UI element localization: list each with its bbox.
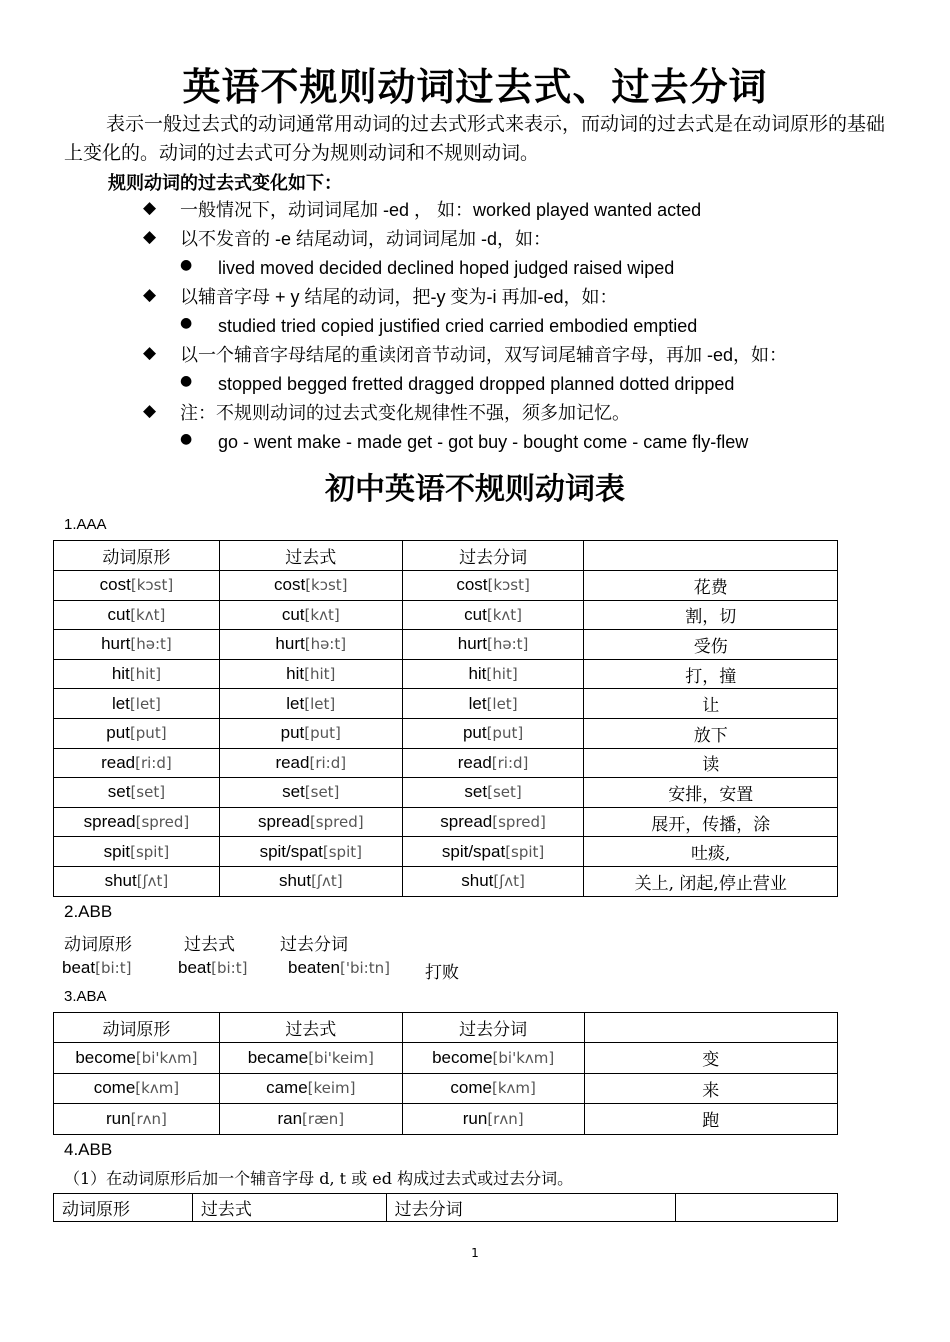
cell-pp bbox=[402, 630, 584, 660]
rule-item: 以不发音的 -e 结尾动词，动词词尾加 -d，如： bbox=[180, 229, 552, 249]
cell-pp bbox=[402, 689, 584, 719]
phonetic: [bi:t] bbox=[211, 959, 248, 977]
phonetic: [let] bbox=[486, 694, 518, 713]
table-row bbox=[54, 1043, 838, 1074]
diamond-bullet-icon: ◆ bbox=[143, 227, 157, 247]
header-past: 过去式 bbox=[219, 1013, 402, 1043]
table-title: 初中英语不规则动词表 bbox=[325, 472, 625, 507]
phonetic: [ræn] bbox=[302, 1109, 345, 1128]
phonetic: [spit] bbox=[130, 842, 170, 861]
cell-pp bbox=[402, 778, 584, 808]
phonetic: [spred] bbox=[135, 813, 190, 832]
table-header-row bbox=[54, 541, 838, 571]
rule-example: studied tried copied justified cried carried embodied emptied bbox=[218, 316, 698, 336]
verb-word: beat bbox=[62, 958, 96, 977]
phonetic: [rʌn] bbox=[130, 1109, 167, 1128]
phonetic: [spred] bbox=[309, 813, 364, 832]
verb-word: spit bbox=[103, 841, 131, 861]
cell-base bbox=[54, 837, 220, 867]
verb-word: shut bbox=[278, 871, 312, 891]
cell-meaning: 关上, 闭起,停止营业 bbox=[584, 866, 838, 896]
verb-word: put bbox=[280, 723, 305, 743]
verb-word: became bbox=[247, 1047, 309, 1067]
cell-pp bbox=[402, 600, 584, 630]
verb-word: cut bbox=[107, 604, 131, 624]
cell-past bbox=[219, 571, 402, 601]
table-row bbox=[54, 807, 838, 837]
phonetic: [kʌm] bbox=[492, 1079, 536, 1098]
diamond-bullet-icon: ◆ bbox=[143, 198, 157, 218]
verb-word: set bbox=[464, 782, 488, 802]
phonetic: [spit] bbox=[505, 842, 545, 861]
verb-word: run bbox=[462, 1108, 488, 1128]
cell-pp bbox=[402, 748, 584, 778]
phonetic: [bi:t] bbox=[95, 959, 132, 977]
verb-word: cut bbox=[464, 604, 487, 624]
verb-word: put bbox=[106, 723, 130, 743]
phonetic: [put] bbox=[486, 724, 524, 743]
header-base: 动词原形 bbox=[54, 1194, 193, 1222]
verb-word: came bbox=[266, 1078, 308, 1098]
verb-word: let bbox=[111, 693, 130, 713]
phonetic: [bi'keim] bbox=[308, 1048, 374, 1067]
cell-past bbox=[219, 1043, 402, 1074]
table-row bbox=[54, 837, 838, 867]
verb-word: spit/spat bbox=[441, 841, 506, 861]
cell-base bbox=[54, 689, 220, 719]
phonetic: [ri:d] bbox=[309, 753, 347, 772]
cell-meaning: 打，撞 bbox=[584, 659, 838, 689]
phonetic: [hit] bbox=[129, 665, 162, 684]
table-row bbox=[54, 630, 838, 660]
rule-example: lived moved decided declined hoped judged raised wiped bbox=[218, 258, 675, 278]
cell-past bbox=[219, 689, 402, 719]
cell-meaning: 变 bbox=[584, 1043, 837, 1074]
verb-word: run bbox=[106, 1108, 131, 1128]
table-row bbox=[54, 659, 838, 689]
cell-meaning: 放下 bbox=[584, 718, 838, 748]
cell-meaning: 读 bbox=[584, 748, 838, 778]
table-row bbox=[54, 778, 838, 808]
verb-word: shut bbox=[461, 871, 494, 891]
header-meaning bbox=[676, 1194, 838, 1222]
cell-base bbox=[54, 866, 220, 896]
phonetic: [ri:d] bbox=[491, 753, 529, 772]
header-past: 过去式 bbox=[219, 541, 402, 571]
rule-example: go - went make - made get - got buy - bought come - came fly-flew bbox=[218, 432, 749, 452]
verb-word: spit/spat bbox=[259, 841, 323, 861]
phonetic: [let] bbox=[304, 694, 336, 713]
phonetic: [kʌt] bbox=[304, 605, 340, 624]
verb-word: let bbox=[286, 693, 305, 713]
header-base: 动词原形 bbox=[54, 1013, 220, 1043]
verb-word: come bbox=[93, 1078, 136, 1098]
verb-word: become bbox=[75, 1047, 136, 1067]
verb-word: hurt bbox=[457, 634, 488, 654]
dot-bullet-icon: ● bbox=[180, 431, 193, 447]
cell-base bbox=[54, 807, 220, 837]
cell-meaning: 花费 bbox=[584, 571, 838, 601]
verb-word: beaten bbox=[288, 958, 340, 977]
abb-pp bbox=[288, 958, 390, 978]
cell-pp bbox=[402, 1073, 584, 1104]
page-number: 1 bbox=[471, 1246, 479, 1260]
phonetic: [put] bbox=[129, 724, 167, 743]
phonetic: [rʌn] bbox=[487, 1109, 524, 1128]
abb-meaning: 打败 bbox=[425, 963, 459, 983]
dot-bullet-icon: ● bbox=[180, 315, 193, 331]
cell-pp bbox=[402, 1104, 584, 1135]
table-row bbox=[54, 866, 838, 896]
phonetic: [ʃʌt] bbox=[493, 872, 525, 891]
phonetic: [set] bbox=[130, 783, 166, 802]
verb-word: hurt bbox=[101, 634, 131, 654]
cell-meaning: 受伤 bbox=[584, 630, 838, 660]
phonetic: [kɔst] bbox=[130, 576, 174, 595]
header-past: 过去式 bbox=[192, 1194, 386, 1222]
cell-base bbox=[54, 718, 220, 748]
header-pp: 过去分词 bbox=[386, 1194, 676, 1222]
abb2-table bbox=[53, 1193, 838, 1222]
section-label-aaa: 1.AAA bbox=[64, 516, 107, 533]
verb-word: ran bbox=[277, 1108, 303, 1128]
header-pp: 过去分词 bbox=[402, 1013, 584, 1043]
verb-word: read bbox=[457, 752, 492, 772]
cell-pp bbox=[402, 718, 584, 748]
header-base: 动词原形 bbox=[54, 541, 220, 571]
verb-word: beat bbox=[178, 958, 212, 977]
aaa-table bbox=[53, 540, 838, 897]
cell-pp bbox=[402, 1043, 584, 1074]
phonetic: [kʌt] bbox=[486, 605, 522, 624]
table-row bbox=[54, 600, 838, 630]
cell-past bbox=[219, 866, 402, 896]
phonetic: ['bi:tn] bbox=[340, 959, 390, 977]
cell-past bbox=[219, 718, 402, 748]
abb2-note: （1）在动词原形后加一个辅音字母 d, t 或 ed 构成过去式或过去分词。 bbox=[64, 1169, 574, 1188]
abb-base bbox=[62, 958, 131, 978]
table-row bbox=[54, 571, 838, 601]
rule-item: 以辅音字母 + y 结尾的动词，把-y 变为-i 再加-ed，如： bbox=[180, 287, 618, 307]
section-label-aba: 3.ABA bbox=[64, 988, 107, 1005]
cell-pp bbox=[402, 571, 584, 601]
dot-bullet-icon: ● bbox=[180, 373, 193, 389]
cell-past bbox=[219, 778, 402, 808]
cell-meaning: 割，切 bbox=[584, 600, 838, 630]
verb-word: cut bbox=[281, 604, 305, 624]
cell-base bbox=[54, 748, 220, 778]
verb-word: put bbox=[462, 723, 487, 743]
phonetic: [bi'kʌm] bbox=[135, 1048, 198, 1067]
cell-base bbox=[54, 1043, 220, 1074]
cell-past bbox=[219, 659, 402, 689]
cell-meaning: 展开，传播，涂 bbox=[584, 807, 838, 837]
rule-item: 以一个辅音字母结尾的重读闭音节动词，双写词尾辅音字母，再加 -ed，如： bbox=[180, 345, 788, 365]
diamond-bullet-icon: ◆ bbox=[143, 285, 157, 305]
abb-header-base: 动词原形 bbox=[64, 935, 132, 955]
phonetic: [set] bbox=[304, 783, 340, 802]
phonetic: [hit] bbox=[486, 665, 518, 684]
cell-past bbox=[219, 1104, 402, 1135]
page-title: 英语不规则动词过去式、过去分词 bbox=[182, 65, 768, 109]
cell-meaning: 安排，安置 bbox=[584, 778, 838, 808]
cell-meaning: 来 bbox=[584, 1073, 837, 1104]
cell-base bbox=[54, 630, 220, 660]
verb-word: shut bbox=[104, 871, 137, 891]
cell-base bbox=[54, 571, 220, 601]
verb-word: let bbox=[468, 693, 487, 713]
phonetic: [kɔst] bbox=[487, 576, 530, 595]
cell-pp bbox=[402, 659, 584, 689]
abb-header-past: 过去式 bbox=[184, 935, 235, 955]
table-row bbox=[54, 689, 838, 719]
cell-pp bbox=[402, 807, 584, 837]
rules-heading: 规则动词的过去式变化如下： bbox=[108, 173, 342, 194]
cell-base bbox=[54, 1104, 220, 1135]
header-meaning bbox=[584, 541, 838, 571]
diamond-bullet-icon: ◆ bbox=[143, 343, 157, 363]
verb-word: cost bbox=[99, 575, 131, 595]
verb-word: read bbox=[101, 752, 136, 772]
phonetic: [bi'kʌm] bbox=[492, 1048, 555, 1067]
cell-pp bbox=[402, 866, 584, 896]
aba-table bbox=[53, 1012, 838, 1135]
phonetic: [hə:t] bbox=[487, 635, 529, 654]
cell-past bbox=[219, 630, 402, 660]
section-label-abb: 2.ABB bbox=[64, 902, 113, 921]
phonetic: [kɔst] bbox=[305, 576, 348, 595]
phonetic: [spit] bbox=[322, 842, 362, 861]
verb-word: set bbox=[282, 782, 305, 802]
table-row bbox=[54, 718, 838, 748]
abb-header-pp: 过去分词 bbox=[280, 935, 348, 955]
phonetic: [put] bbox=[304, 724, 341, 743]
phonetic: [let] bbox=[129, 694, 161, 713]
header-meaning bbox=[584, 1013, 837, 1043]
phonetic: [ʃʌt] bbox=[311, 872, 343, 891]
cell-past bbox=[219, 1073, 402, 1104]
table-row bbox=[54, 1104, 838, 1135]
cell-base bbox=[54, 659, 220, 689]
section-label-abb2: 4.ABB bbox=[64, 1140, 113, 1159]
table-row bbox=[54, 748, 838, 778]
verb-word: hurt bbox=[275, 634, 305, 654]
verb-word: hit bbox=[286, 664, 305, 684]
verb-word: hit bbox=[468, 664, 487, 684]
cell-past bbox=[219, 748, 402, 778]
cell-past bbox=[219, 807, 402, 837]
intro-paragraph: 表示一般过去式的动词通常用动词的过去式形式来表示，而动词的过去式是在动词原形的基础上变化的。动词的过去式可分为规则动词和不规则动词。 bbox=[64, 113, 886, 164]
cell-base bbox=[54, 778, 220, 808]
phonetic: [ʃʌt] bbox=[136, 872, 169, 891]
phonetic: [spred] bbox=[492, 813, 546, 832]
phonetic: [hə:t] bbox=[304, 635, 347, 654]
verb-word: set bbox=[107, 782, 131, 802]
verb-word: become bbox=[432, 1047, 493, 1067]
verb-word: cost bbox=[456, 575, 488, 595]
rule-item: 一般情况下，动词词尾加 -ed ， 如：worked played wanted acted bbox=[180, 200, 702, 220]
verb-word: come bbox=[450, 1078, 492, 1098]
verb-word: spread bbox=[257, 812, 310, 832]
phonetic: [hə:t] bbox=[130, 635, 172, 654]
phonetic: [kʌm] bbox=[135, 1079, 180, 1098]
verb-word: cost bbox=[274, 575, 306, 595]
phonetic: [kʌt] bbox=[130, 605, 166, 624]
rule-example: stopped begged fretted dragged dropped planned dotted dripped bbox=[218, 374, 735, 394]
verb-word: read bbox=[275, 752, 310, 772]
cell-past bbox=[219, 600, 402, 630]
verb-word: spread bbox=[83, 812, 136, 832]
cell-meaning: 吐痰, bbox=[584, 837, 838, 867]
phonetic: [hit] bbox=[304, 665, 336, 684]
abb-past bbox=[178, 958, 247, 978]
verb-word: hit bbox=[111, 664, 130, 684]
table-row bbox=[54, 1073, 838, 1104]
cell-past bbox=[219, 837, 402, 867]
phonetic: [ri:d] bbox=[135, 753, 172, 772]
dot-bullet-icon: ● bbox=[180, 257, 193, 273]
table-header-row bbox=[54, 1013, 838, 1043]
cell-pp bbox=[402, 837, 584, 867]
phonetic: [keim] bbox=[307, 1079, 356, 1098]
cell-meaning: 跑 bbox=[584, 1104, 837, 1135]
cell-base bbox=[54, 600, 220, 630]
rule-item: 注：不规则动词的过去式变化规律性不强，须多加记忆。 bbox=[180, 403, 630, 423]
phonetic: [set] bbox=[487, 783, 522, 802]
table-header-row bbox=[54, 1194, 838, 1222]
verb-word: spread bbox=[440, 812, 493, 832]
cell-meaning: 让 bbox=[584, 689, 838, 719]
cell-base bbox=[54, 1073, 220, 1104]
diamond-bullet-icon: ◆ bbox=[143, 401, 157, 421]
header-pp: 过去分词 bbox=[402, 541, 584, 571]
